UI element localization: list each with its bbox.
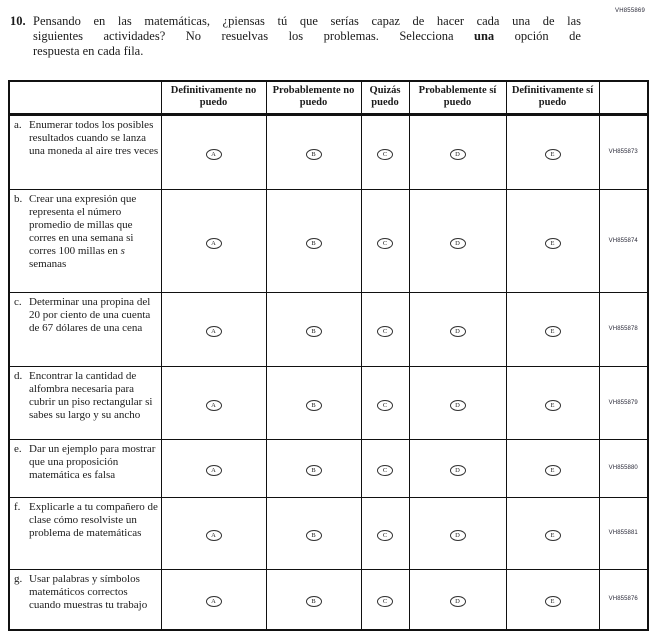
row-letter: e. bbox=[14, 442, 22, 455]
option-bubble-e[interactable]: E bbox=[545, 238, 561, 249]
row-item-text: Usar palabras y símbolos matemáticos correctos cuando muestras tu trabajo bbox=[29, 572, 148, 611]
header-empty-item bbox=[9, 81, 161, 114]
question-line-1: Pensando en las matemáticas, ¿piensas tú que serías capaz de hacer cada una de las bbox=[33, 14, 581, 28]
row-letter: b. bbox=[14, 192, 23, 205]
row-accession-code: VH855878 bbox=[599, 292, 648, 366]
question-line-2-post: opción de bbox=[494, 29, 581, 43]
option-bubble-c[interactable]: C bbox=[377, 400, 393, 411]
row-item-text: Enumerar todos los posibles resultados cuando se lanza una moneda al aire tres veces bbox=[29, 118, 159, 157]
option-bubble-d[interactable]: D bbox=[450, 326, 466, 337]
row-item-text-2: semanas bbox=[29, 257, 67, 270]
option-bubble-b[interactable]: B bbox=[306, 400, 322, 411]
table-row-f bbox=[9, 497, 648, 569]
option-bubble-c[interactable]: C bbox=[377, 596, 393, 607]
row-item-text-italic: s bbox=[120, 244, 125, 257]
header-probablemente-si-puedo: Probablemente sí puedo bbox=[409, 81, 506, 114]
header-empty-code bbox=[599, 81, 648, 114]
row-letter: f. bbox=[14, 500, 21, 513]
question-number: 10. bbox=[10, 14, 26, 28]
question-line-3: respuesta en cada fila. bbox=[33, 44, 144, 58]
option-bubble-a[interactable]: A bbox=[206, 596, 222, 607]
header-definitivamente-si-puedo: Definitivamente sí puedo bbox=[506, 81, 599, 114]
row-accession-code: VH855879 bbox=[599, 366, 648, 439]
option-bubble-a[interactable]: A bbox=[206, 238, 222, 249]
option-bubble-c[interactable]: C bbox=[377, 238, 393, 249]
header-definitivamente-no-puedo: Definitivamente no puedo bbox=[161, 81, 266, 114]
option-bubble-b[interactable]: B bbox=[306, 465, 322, 476]
option-bubble-d[interactable]: D bbox=[450, 596, 466, 607]
option-bubble-c[interactable]: C bbox=[377, 149, 393, 160]
table-row-b bbox=[9, 189, 648, 292]
option-bubble-a[interactable]: A bbox=[206, 149, 222, 160]
table-row-a bbox=[9, 114, 648, 189]
question-text bbox=[33, 14, 581, 59]
row-accession-code: VH855876 bbox=[599, 569, 648, 630]
row-accession-code: VH855880 bbox=[599, 439, 648, 497]
option-bubble-b[interactable]: B bbox=[306, 596, 322, 607]
option-bubble-b[interactable]: B bbox=[306, 149, 322, 160]
option-bubble-b[interactable]: B bbox=[306, 238, 322, 249]
header-probablemente-no-puedo: Probablemente no puedo bbox=[266, 81, 361, 114]
option-bubble-b[interactable]: B bbox=[306, 326, 322, 337]
option-bubble-e[interactable]: E bbox=[545, 400, 561, 411]
table-row-c bbox=[9, 292, 648, 366]
header-quizas-puedo: Quizás puedo bbox=[361, 81, 409, 114]
question-block bbox=[10, 14, 581, 59]
option-bubble-b[interactable]: B bbox=[306, 530, 322, 541]
option-bubble-d[interactable]: D bbox=[450, 149, 466, 160]
option-bubble-c[interactable]: C bbox=[377, 530, 393, 541]
option-bubble-a[interactable]: A bbox=[206, 400, 222, 411]
option-bubble-e[interactable]: E bbox=[545, 326, 561, 337]
option-bubble-e[interactable]: E bbox=[545, 465, 561, 476]
option-bubble-d[interactable]: D bbox=[450, 400, 466, 411]
header-row bbox=[9, 81, 648, 114]
response-matrix-table bbox=[8, 80, 649, 631]
option-bubble-a[interactable]: A bbox=[206, 530, 222, 541]
row-item-text: Encontrar la cantidad de alfombra necesaria para cubrir un piso rectangular si sabes su largo y su ancho bbox=[29, 369, 153, 421]
option-bubble-e[interactable]: E bbox=[545, 530, 561, 541]
table-row-d bbox=[9, 366, 648, 439]
page-accession-code: VH855869 bbox=[615, 8, 645, 14]
row-letter: d. bbox=[14, 369, 23, 382]
option-bubble-d[interactable]: D bbox=[450, 530, 466, 541]
option-bubble-d[interactable]: D bbox=[450, 238, 466, 249]
option-bubble-a[interactable]: A bbox=[206, 326, 222, 337]
option-bubble-a[interactable]: A bbox=[206, 465, 222, 476]
row-item-text: Determinar una propina del 20 por ciento de una cuenta de 67 dólares de una cena bbox=[29, 295, 151, 334]
row-item-text: Dar un ejemplo para mostrar que una proposición matemática es falsa bbox=[29, 442, 156, 481]
option-bubble-c[interactable]: C bbox=[377, 326, 393, 337]
row-item-text: Explicarle a tu compañero de clase cómo resolviste un problema de matemáticas bbox=[29, 500, 158, 539]
option-bubble-d[interactable]: D bbox=[450, 465, 466, 476]
row-letter: c. bbox=[14, 295, 22, 308]
row-letter: a. bbox=[14, 118, 22, 131]
row-letter: g. bbox=[14, 572, 23, 585]
row-accession-code: VH855874 bbox=[599, 189, 648, 292]
table-row-e bbox=[9, 439, 648, 497]
table-row-g bbox=[9, 569, 648, 630]
option-bubble-e[interactable]: E bbox=[545, 149, 561, 160]
row-accession-code: VH855881 bbox=[599, 497, 648, 569]
row-item-text: Crear una expresión que representa el número promedio de millas que corres en una semana si corres 100 millas en bbox=[29, 192, 137, 257]
question-emphasis-word: una bbox=[474, 29, 495, 43]
question-line-2-pre: siguientes actividades? No resuelvas los problemas. Selecciona bbox=[33, 29, 474, 43]
question-line-2 bbox=[33, 29, 581, 44]
option-bubble-e[interactable]: E bbox=[545, 596, 561, 607]
option-bubble-c[interactable]: C bbox=[377, 465, 393, 476]
row-accession-code: VH855873 bbox=[599, 114, 648, 189]
